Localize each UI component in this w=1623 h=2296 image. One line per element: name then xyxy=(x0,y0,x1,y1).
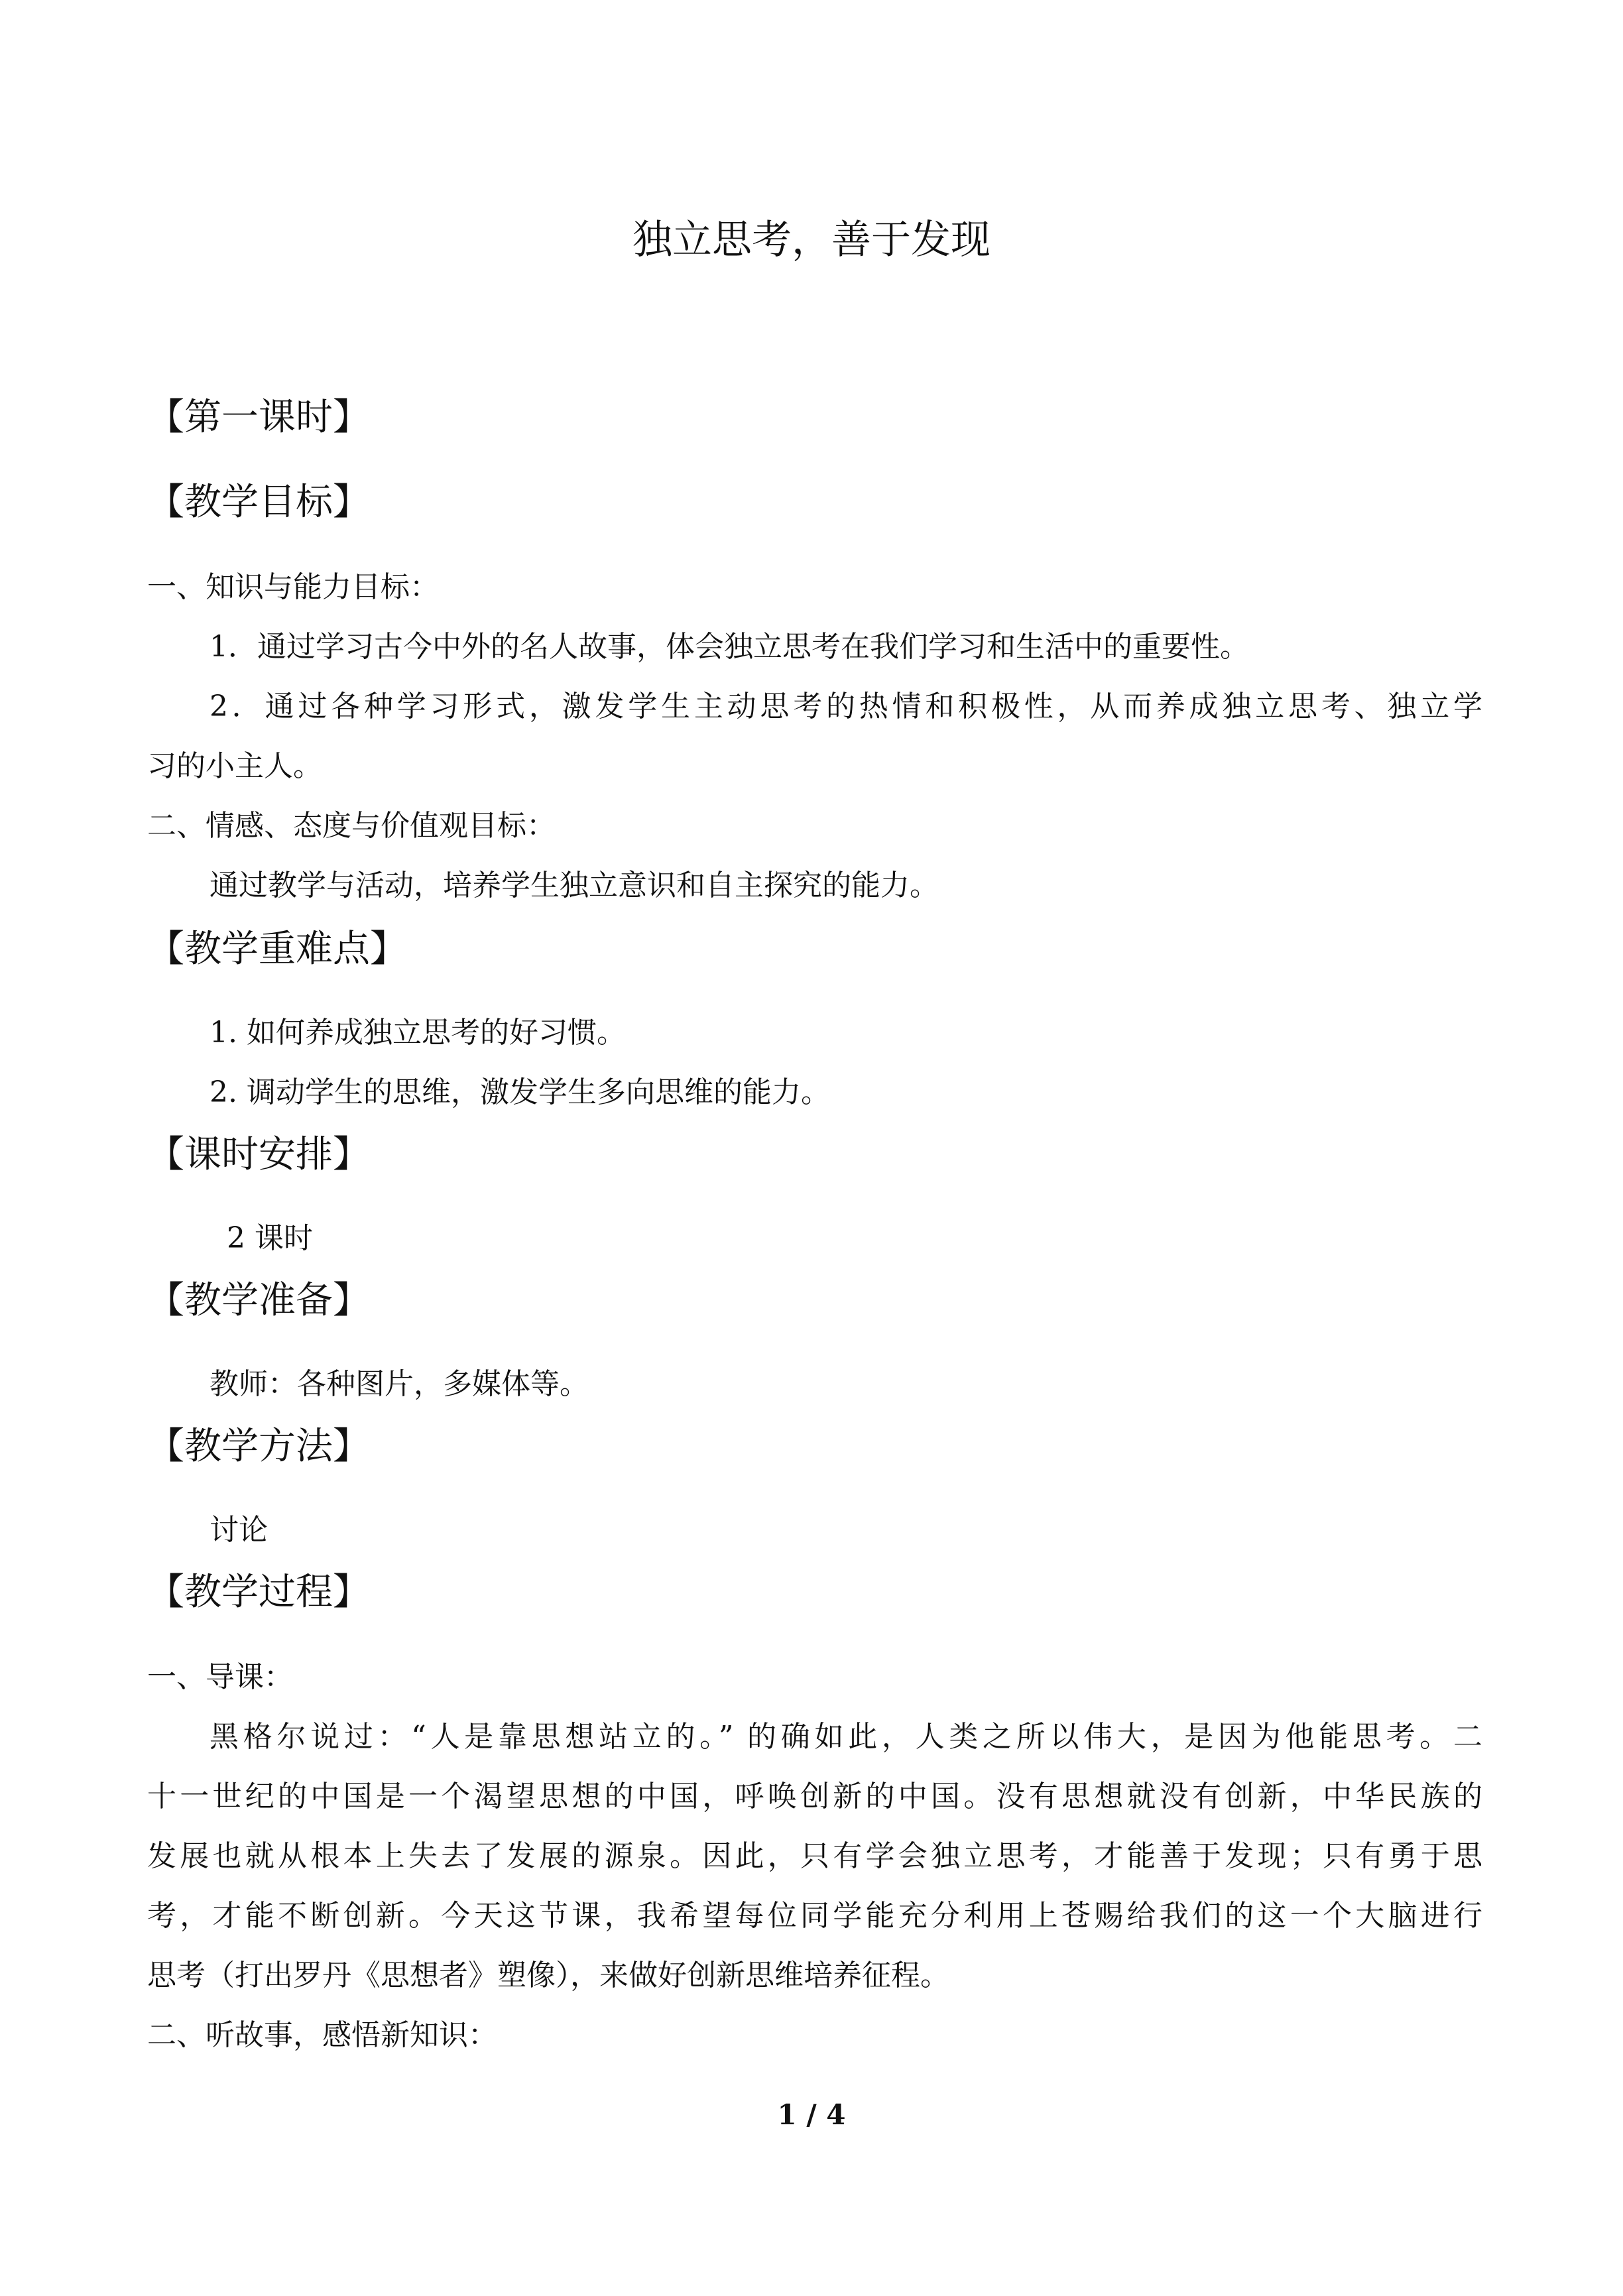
page-title: 独立思考，善于发现 xyxy=(632,217,991,263)
heading-objectives: 【教学目标】 xyxy=(147,481,370,524)
objectives-item2-line1: 2．通过各种学习形式，激发学生主动思考的热情和积极性，从而养成独立思考、独立学 xyxy=(210,690,1482,723)
schedule-text: 2 课时 xyxy=(227,1221,313,1255)
process-paragraph-line: 黑格尔说过：“人是靠思想站立的。” 的确如此，人类之所以伟大，是因为他能思考。二 xyxy=(210,1720,1482,1754)
preparation-text: 教师：各种图片，多媒体等。 xyxy=(210,1367,589,1401)
heading-preparation: 【教学准备】 xyxy=(147,1279,370,1322)
process-paragraph-line: 考，才能不断创新。今天这节课，我希望每位同学能充分利用上苍赐给我们的这一个大脑进行 xyxy=(147,1899,1482,1933)
key-point-item1: 1. 如何养成独立思考的好习惯。 xyxy=(210,1016,626,1050)
objectives-section1-title: 一、知识与能力目标： xyxy=(147,570,439,604)
heading-key-points: 【教学重难点】 xyxy=(147,928,407,971)
heading-period: 【第一课时】 xyxy=(147,396,370,439)
process-paragraph-line: 发展也就从根本上失去了发展的源泉。因此，只有学会独立思考，才能善于发现；只有勇于思 xyxy=(147,1839,1482,1873)
heading-schedule: 【课时安排】 xyxy=(147,1133,370,1176)
process-section2-title: 二、听故事，感悟新知识： xyxy=(147,2018,497,2052)
heading-methods: 【教学方法】 xyxy=(147,1425,370,1468)
heading-process: 【教学过程】 xyxy=(147,1571,370,1614)
objectives-section2-text: 通过教学与活动，培养学生独立意识和自主探究的能力。 xyxy=(210,869,939,902)
methods-text: 讨论 xyxy=(210,1513,268,1547)
page-number: 1 / 4 xyxy=(777,2098,846,2131)
process-paragraph-line: 十一世纪的中国是一个渴望思想的中国，呼唤创新的中国。没有思想就没有创新，中华民族的 xyxy=(147,1780,1482,1813)
process-paragraph-line: 思考（打出罗丹《思想者》塑像），来做好创新思维培养征程。 xyxy=(147,1959,949,1992)
objectives-section2-title: 二、情感、态度与价值观目标： xyxy=(147,809,556,843)
key-point-item2: 2. 调动学生的思维，激发学生多向思维的能力。 xyxy=(210,1075,830,1109)
objectives-item1: 1．通过学习古今中外的名人故事，体会独立思考在我们学习和生活中的重要性。 xyxy=(210,630,1249,664)
objectives-item2-line2: 习的小主人。 xyxy=(147,749,322,783)
process-section1-title: 一、导课： xyxy=(147,1660,293,1694)
